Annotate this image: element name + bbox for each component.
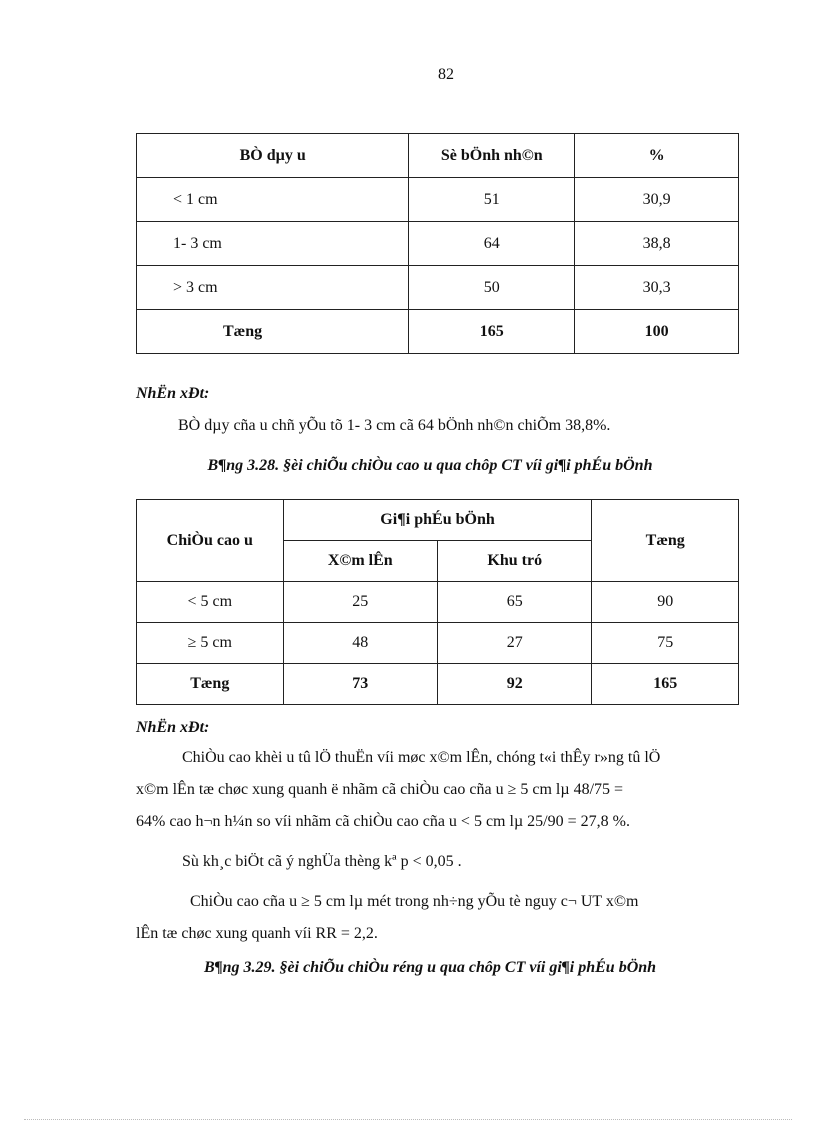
table-caption: B¶ng 3.28. §èi chiÕu chiÒu cao u qua chôp CT víi gi¶i phÉu bÖnh bbox=[207, 457, 653, 474]
table-row bbox=[137, 266, 739, 310]
note-text: BÒ dµy cña u chñ yÕu tõ 1- 3 cm cã 64 bÖnh nh©n chiÕm 38,8%. bbox=[178, 417, 611, 434]
table-row bbox=[137, 178, 739, 222]
header-percent: % bbox=[575, 134, 739, 178]
cell-height: ≥ 5 cm bbox=[137, 623, 284, 664]
table-row bbox=[137, 222, 739, 266]
tumor-height-table bbox=[136, 499, 739, 705]
header-total: Tæng bbox=[592, 500, 739, 582]
page-bottom-rule bbox=[24, 1119, 792, 1120]
table-header-row bbox=[137, 500, 739, 541]
header-pathology: Gi¶i phÉu bÖnh bbox=[283, 500, 592, 541]
table-caption: B¶ng 3.29. §èi chiÕu chiÒu réng u qua chôp CT víi gi¶i phÉu bÖnh bbox=[203, 959, 657, 976]
cell-thickness: 1- 3 cm bbox=[137, 222, 409, 266]
cell-percent: 30,9 bbox=[575, 178, 739, 222]
cell-percent: 38,8 bbox=[575, 222, 739, 266]
cell-patients: 50 bbox=[409, 266, 575, 310]
table-total-row bbox=[137, 664, 739, 705]
cell-patients: 51 bbox=[409, 178, 575, 222]
cell-localized: 65 bbox=[438, 582, 592, 623]
header-height: ChiÒu cao u bbox=[137, 500, 284, 582]
cell-percent: 30,3 bbox=[575, 266, 739, 310]
table-total-row bbox=[137, 310, 739, 354]
cell-invasive: 48 bbox=[283, 623, 437, 664]
cell-thickness: < 1 cm bbox=[137, 178, 409, 222]
note-line: ChiÒu cao cña u ≥ 5 cm lµ mét trong nh÷ng yÕu tè nguy c¬ UT x©m bbox=[190, 893, 639, 910]
cell-total-patients: 165 bbox=[409, 310, 575, 354]
tumor-thickness-table bbox=[136, 133, 739, 354]
cell-total: 90 bbox=[592, 582, 739, 623]
note-title: NhËn xÐt: bbox=[136, 385, 210, 402]
cell-height: < 5 cm bbox=[137, 582, 284, 623]
cell-total: 75 bbox=[592, 623, 739, 664]
header-localized: Khu tró bbox=[438, 541, 592, 582]
header-thickness: BÒ dµy u bbox=[137, 134, 409, 178]
cell-thickness: > 3 cm bbox=[137, 266, 409, 310]
header-patients: Sè bÖnh nh©n bbox=[409, 134, 575, 178]
cell-total-label: Tæng bbox=[137, 664, 284, 705]
cell-total-label: Tæng bbox=[137, 310, 409, 354]
table-header-row bbox=[137, 134, 739, 178]
cell-total-localized: 92 bbox=[438, 664, 592, 705]
page-number: 82 bbox=[438, 66, 454, 83]
note-line: 64% cao h¬n h¼n so víi nhãm cã chiÒu cao cña u < 5 cm lµ 25/90 = 27,8 %. bbox=[136, 813, 630, 830]
note-line: lÊn tæ chøc xung quanh víi RR = 2,2. bbox=[136, 925, 378, 942]
note-line: x©m lÊn tæ chøc xung quanh ë nhãm cã chiÒu cao cña u ≥ 5 cm lµ 48/75 = bbox=[136, 781, 624, 798]
note-line: ChiÒu cao khèi u tû lÖ thuËn víi møc x©m lÊn, chóng t«i thÊy r»ng tû lÖ bbox=[182, 749, 661, 766]
cell-localized: 27 bbox=[438, 623, 592, 664]
cell-invasive: 25 bbox=[283, 582, 437, 623]
header-invasive: X©m lÊn bbox=[283, 541, 437, 582]
cell-total-sum: 165 bbox=[592, 664, 739, 705]
cell-total-percent: 100 bbox=[575, 310, 739, 354]
cell-patients: 64 bbox=[409, 222, 575, 266]
table-row bbox=[137, 582, 739, 623]
note-line: Sù kh¸c biÖt cã ý nghÜa thèng kª p < 0,05 . bbox=[182, 853, 462, 870]
cell-total-invasive: 73 bbox=[283, 664, 437, 705]
note-title: NhËn xÐt: bbox=[136, 719, 210, 736]
table-row bbox=[137, 623, 739, 664]
